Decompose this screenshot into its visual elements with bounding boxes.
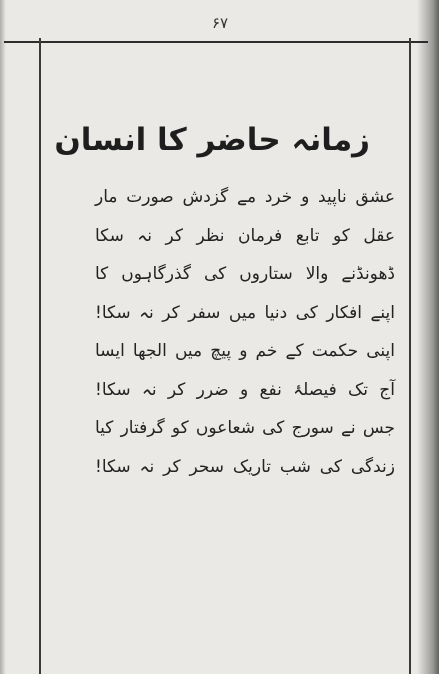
verse-line-5: اپنی حکمت کے خم و پیچ میں الجھا ایسا [95, 341, 395, 361]
verse-line-8: زندگی کی شب تاریک سحر کر نہ سکا! [95, 456, 395, 477]
verse-line-4: اپنے افکار کی دنیا میں سفر کر نہ سکا! [95, 302, 395, 323]
frame-right-rule [409, 38, 411, 674]
frame-left-rule [39, 38, 41, 674]
poem-title: زمانہ حاضر کا انسان [54, 122, 370, 158]
verse-line-1: عشق ناپید و خرد مے گزدش صورت مار [95, 187, 395, 207]
frame-top-rule [4, 41, 428, 43]
show-through-text [130, 480, 360, 600]
verse-line-6: آج تک فیصلۂ نفع و ضرر کر نہ سکا! [95, 379, 395, 400]
verse-line-2: عقل کو تابع فرمان نظر کر نہ سکا [95, 225, 395, 246]
poem-body [95, 178, 395, 486]
verse-line-7: جس نے سورج کی شعاعوں کو گرفتار کیا [95, 418, 395, 438]
page-number: ۶۷ [211, 14, 229, 32]
binding-shadow [417, 0, 439, 674]
verse-line-3: ڈھونڈنے والا ستاروں کی گذرگاہوں کا [95, 264, 395, 284]
page-edge-shadow [0, 0, 6, 674]
